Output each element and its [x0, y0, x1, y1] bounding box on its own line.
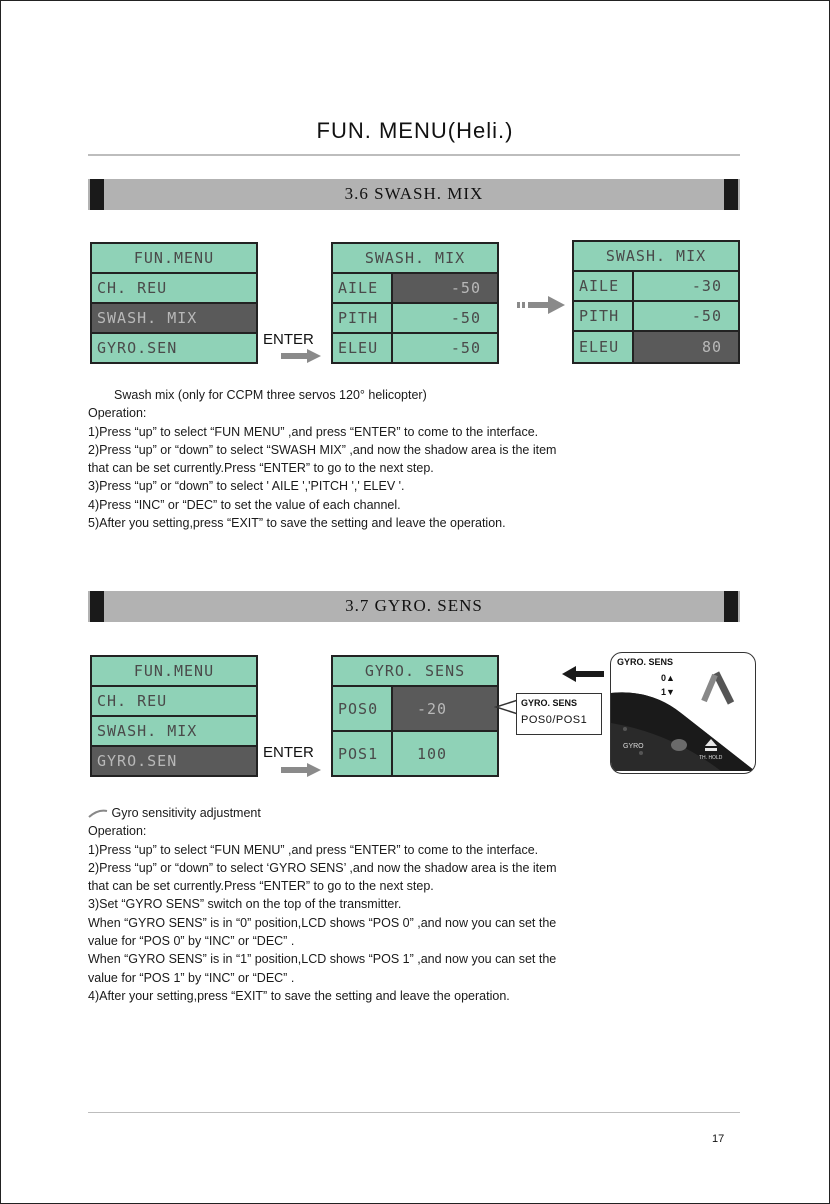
- photo-pos0: 0▲: [661, 673, 675, 683]
- channel-name-aile: AILE: [333, 274, 391, 302]
- step-line: that can be set currently.Press “ENTER” to go to the next step.: [88, 461, 434, 476]
- photo-label: GYRO. SENS: [617, 657, 674, 667]
- feather-icon: [88, 809, 108, 819]
- step-line: 4)Press “INC” or “DEC” to set the value of each channel.: [88, 497, 401, 512]
- lcd-title: GYRO. SENS: [333, 657, 497, 685]
- section-heading-label: 3.7 GYRO. SENS: [345, 596, 483, 615]
- gyro-instructions: [88, 804, 748, 1005]
- operation-label: Operation:: [88, 406, 147, 421]
- step-line: 1)Press “up” to select “FUN MENU” ,and press “ENTER” to come to the interface.: [88, 424, 539, 439]
- footer-divider: [88, 1112, 740, 1113]
- step-line: that can be set currently.Press “ENTER” to go to the next step.: [88, 879, 434, 894]
- menu-item-ch-reu: CH. REU: [92, 274, 256, 302]
- lcd-gyro-sens: [331, 655, 499, 777]
- channel-name-pith: PITH: [333, 304, 391, 332]
- menu-item-ch-reu: CH. REU: [92, 687, 256, 715]
- step-line: When “GYRO SENS” is in “1” position,LCD shows “POS 1” ,and now you can set the: [88, 952, 557, 967]
- step-line: 2)Press “up” or “down” to select ‘GYRO SENS’ ,and now the shadow area is the item: [88, 860, 557, 875]
- swash-instructions: [88, 386, 748, 532]
- title-divider: [88, 154, 740, 156]
- channel-name-elev: ELEU: [574, 332, 632, 362]
- step-line: When “GYRO SENS” is in “0” position,LCD shows “POS 0” ,and now you can set the: [88, 915, 557, 930]
- transmitter-photo: [610, 652, 756, 774]
- menu-item-gyro-sen: GYRO.SEN: [92, 747, 256, 775]
- step-line: value for “POS 1” by “INC” or “DEC” .: [88, 970, 295, 985]
- callout-sub: POS0/POS1: [521, 714, 588, 726]
- menu-item-swash-mix: SWASH. MIX: [92, 717, 256, 745]
- callout-title: GYRO. SENS: [521, 698, 578, 708]
- pos0-value: -20: [393, 687, 497, 730]
- step-line: value for “POS 0” by “INC” or “DEC” .: [88, 934, 295, 949]
- gyro-intro-line: [88, 804, 748, 822]
- enter-label: ENTER: [263, 744, 314, 761]
- arrow-right-icon: [281, 763, 321, 777]
- lcd-swash-mix-after: [572, 240, 740, 364]
- lcd-title: FUN.MENU: [92, 244, 256, 272]
- operation-label: Operation:: [88, 824, 147, 839]
- photo-gyro-switch-label: GYRO: [623, 743, 644, 750]
- channel-name-aile: AILE: [574, 272, 632, 300]
- lcd-fun-menu-gyro: [90, 655, 258, 777]
- step-line: 2)Press “up” or “down” to select “SWASH MIX” ,and now the shadow area is the item: [88, 442, 557, 457]
- enter-label: ENTER: [263, 331, 314, 348]
- channel-name-elev: ELEU: [333, 334, 391, 362]
- photo-hold-label: TH. HOLD: [699, 755, 723, 761]
- lcd-title: SWASH. MIX: [574, 242, 738, 270]
- pos1-value: 100: [393, 732, 497, 775]
- menu-item-swash-mix: SWASH. MIX: [92, 304, 256, 332]
- channel-value-aile: -30: [634, 272, 738, 300]
- arrow-left-icon: [562, 666, 604, 682]
- step-line: 5)After you setting,press “EXIT” to save the setting and leave the operation.: [88, 516, 506, 531]
- pos1-name: POS1: [333, 732, 391, 775]
- gyro-sens-callout: [516, 693, 602, 735]
- channel-value-pith: -50: [393, 304, 497, 332]
- transmitter-top-illustration: [611, 653, 755, 773]
- lcd-title: SWASH. MIX: [333, 244, 497, 272]
- step-line: 1)Press “up” to select “FUN MENU” ,and press “ENTER” to come to the interface.: [88, 842, 539, 857]
- swash-intro: Swash mix (only for CCPM three servos 120° helicopter): [114, 388, 427, 402]
- lcd-fun-menu-swash: [90, 242, 258, 364]
- step-line: 3)Set “GYRO SENS” switch on the top of the transmitter.: [88, 897, 402, 912]
- gyro-intro: Gyro sensitivity adjustment: [111, 806, 261, 820]
- photo-pos1: 1▼: [661, 687, 675, 697]
- channel-name-pith: PITH: [574, 302, 632, 330]
- arrow-right-icon: [281, 349, 321, 363]
- lcd-swash-mix-before: [331, 242, 499, 364]
- arrow-right-dotted-icon: [517, 296, 565, 314]
- callout-pointer: [494, 698, 518, 716]
- menu-item-gyro-sen: GYRO.SEN: [92, 334, 256, 362]
- page-title: FUN. MENU(Heli.): [316, 118, 514, 143]
- channel-value-pith: -50: [634, 302, 738, 330]
- page-number: 17: [712, 1133, 725, 1145]
- channel-value-elev: -50: [393, 334, 497, 362]
- lcd-title: FUN.MENU: [92, 657, 256, 685]
- step-line: 4)After your setting,press “EXIT” to save the setting and leave the operation.: [88, 988, 510, 1003]
- section-heading-swash: [88, 179, 740, 210]
- step-line: 3)Press “up” or “down” to select ' AILE ','PITCH ',' ELEV '.: [88, 479, 405, 494]
- pos0-name: POS0: [333, 687, 391, 730]
- channel-value-elev: 80: [634, 332, 738, 362]
- section-heading-label: 3.6 SWASH. MIX: [344, 184, 484, 203]
- section-heading-gyro: [88, 591, 740, 622]
- channel-value-aile: -50: [393, 274, 497, 302]
